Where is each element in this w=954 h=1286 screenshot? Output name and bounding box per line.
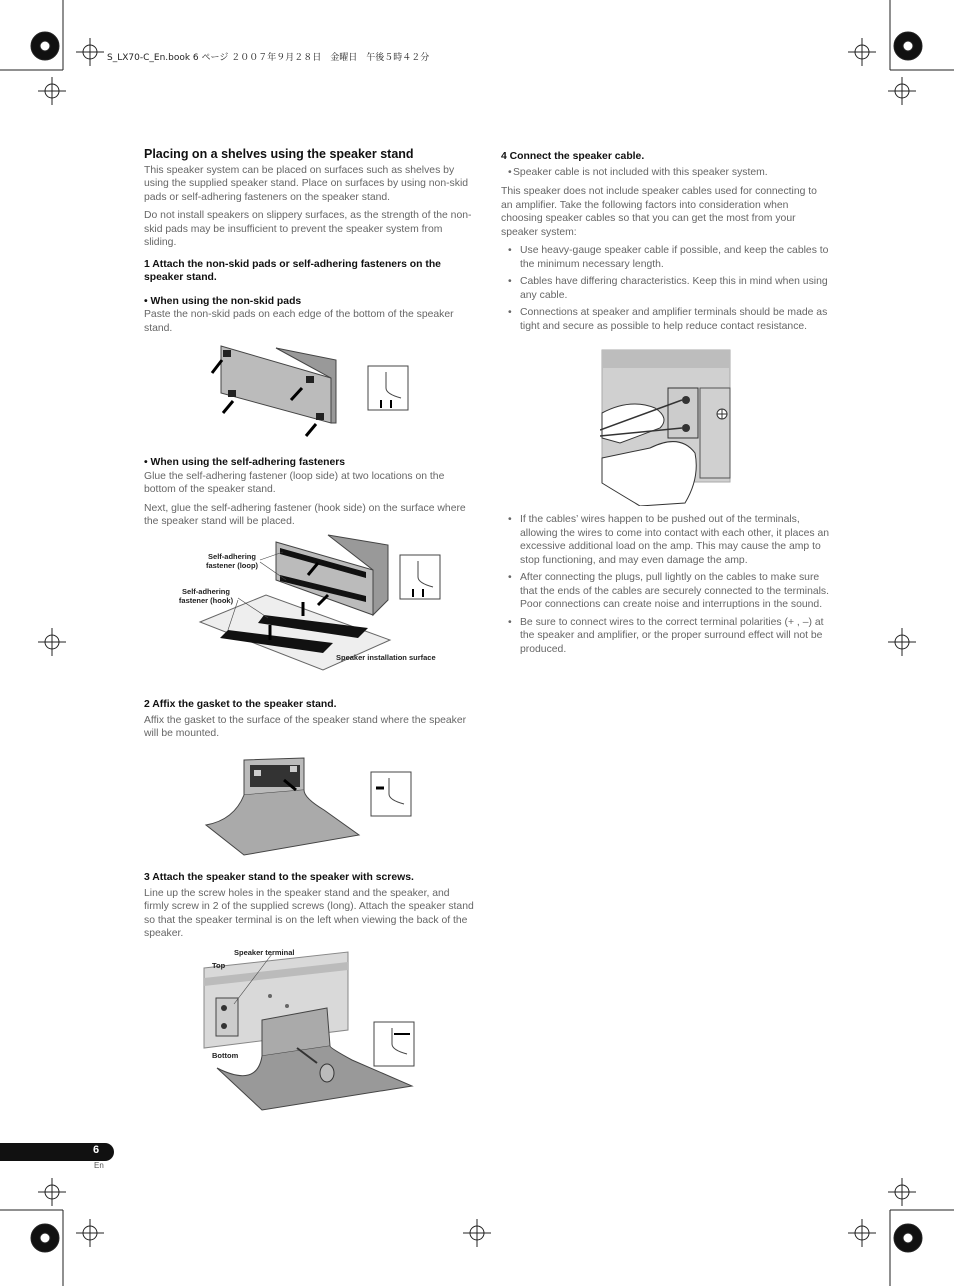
left-column — [144, 148, 476, 340]
step-2-heading: 2 Affix the gasket to the speaker stand. — [144, 699, 337, 710]
intro-paragraph: This speaker system can be placed on surfaces such as shelves by using the supplied speaker stand. Place on surfaces by using non-skid pads or self-adhering fasteners on the speaker stand. — [144, 164, 469, 203]
step-3-text: Line up the screw holes in the speaker stand and the speaker, and firmly screw in 2 of the supplied screws (long). Attach the speaker stand so that the speaker terminal is on the left when viewing the back of the speaker. — [144, 887, 474, 939]
fastener-text-1: Glue the self-adhering fastener (loop side) at two locations on the bottom of the speaker stand. — [144, 470, 445, 495]
screw-attach-figure — [202, 948, 418, 1112]
warning-bullet-3: • Be sure to connect wires to the correct terminal polarities (+ , –) at the speaker and amplifier, or the proper surround effect will not be produced. — [501, 616, 831, 657]
cable-bullet-2: • Cables have differing characteristics. Keep this in mind when using any cable. — [501, 275, 831, 302]
section-title: Placing on a shelves using the speaker stand — [144, 147, 414, 161]
label-installation-surface: Speaker installation surface — [336, 653, 436, 662]
sub-heading-non-skid: • When using the non-skid pads — [144, 295, 302, 307]
step-1-heading: 1 Attach the non-skid pads or self-adhering fasteners on the speaker stand. — [144, 258, 441, 283]
label-fastener-loop: Self-adhering fastener (loop) — [205, 552, 259, 570]
non-skid-text: Paste the non-skid pads on each edge of the bottom of the speaker stand. — [144, 309, 454, 334]
step-2-text: Affix the gasket to the surface of the speaker stand where the speaker will be mounted. — [144, 714, 467, 739]
left-column-2 — [144, 450, 476, 534]
label-fastener-hook: Self-adhering fastener (hook) — [178, 587, 234, 605]
cable-bullet-3: • Connections at speaker and amplifier terminals should be made as tight and secure as possible to help reduce contact resistance. — [501, 306, 831, 333]
right-column-2 — [501, 513, 831, 660]
step-4-bullet — [501, 166, 831, 180]
cable-bullet-1: • Use heavy-gauge speaker cable if possible, and keep the cables to the minimum necessary length. — [501, 244, 831, 271]
warning-bullet-2: • After connecting the plugs, pull lightly on the cables to make sure that the ends of the cables are securely connected to the terminals. Poor connections can create noise and interruptions in the sound. — [501, 571, 831, 612]
right-column — [501, 148, 831, 337]
left-column-3 — [144, 690, 476, 746]
cable-paragraph: This speaker does not include speaker cables used for connecting to an amplifier. Take the following factors into consideration when choosing speaker cables so that you can get the most from your speaker system: — [501, 186, 817, 238]
page-language: En — [94, 1161, 104, 1170]
label-speaker-terminal: Speaker terminal — [234, 948, 295, 957]
label-top: Top — [212, 961, 226, 970]
non-skid-pads-figure — [206, 338, 416, 444]
step-4-bullet-text: Speaker cable is not included with this speaker system. — [513, 166, 768, 178]
fastener-text-2: Next, glue the self-adhering fastener (hook side) on the surface where the speaker stand will be placed. — [144, 502, 466, 527]
cable-connect-figure — [600, 348, 732, 506]
left-column-4 — [144, 863, 476, 946]
print-header: S_LX70-C_En.book 6 ページ ２００７年９月２８日 金曜日 午後５時４２分 — [107, 53, 430, 63]
step-4-heading: 4 Connect the speaker cable. — [501, 151, 645, 162]
gasket-figure — [204, 750, 416, 860]
label-bottom: Bottom — [212, 1051, 239, 1060]
warning-bullet-1: • If the cables’ wires happen to be pushed out of the terminals, allowing the wires to come into contact with each other, it places an excessive additional load on the amp. This may cause the amp to stop functioning, and may even damage the amp. — [501, 513, 831, 567]
warning-paragraph: Do not install speakers on slippery surfaces, as the strength of the non-skid pads may be insufficient to prevent the speaker system from sliding. — [144, 210, 472, 248]
sub-heading-fasteners: • When using the self-adhering fasteners — [144, 457, 346, 468]
page-number: 6 — [93, 1144, 100, 1156]
step-3-heading: 3 Attach the speaker stand to the speaker with screws. — [144, 872, 414, 883]
